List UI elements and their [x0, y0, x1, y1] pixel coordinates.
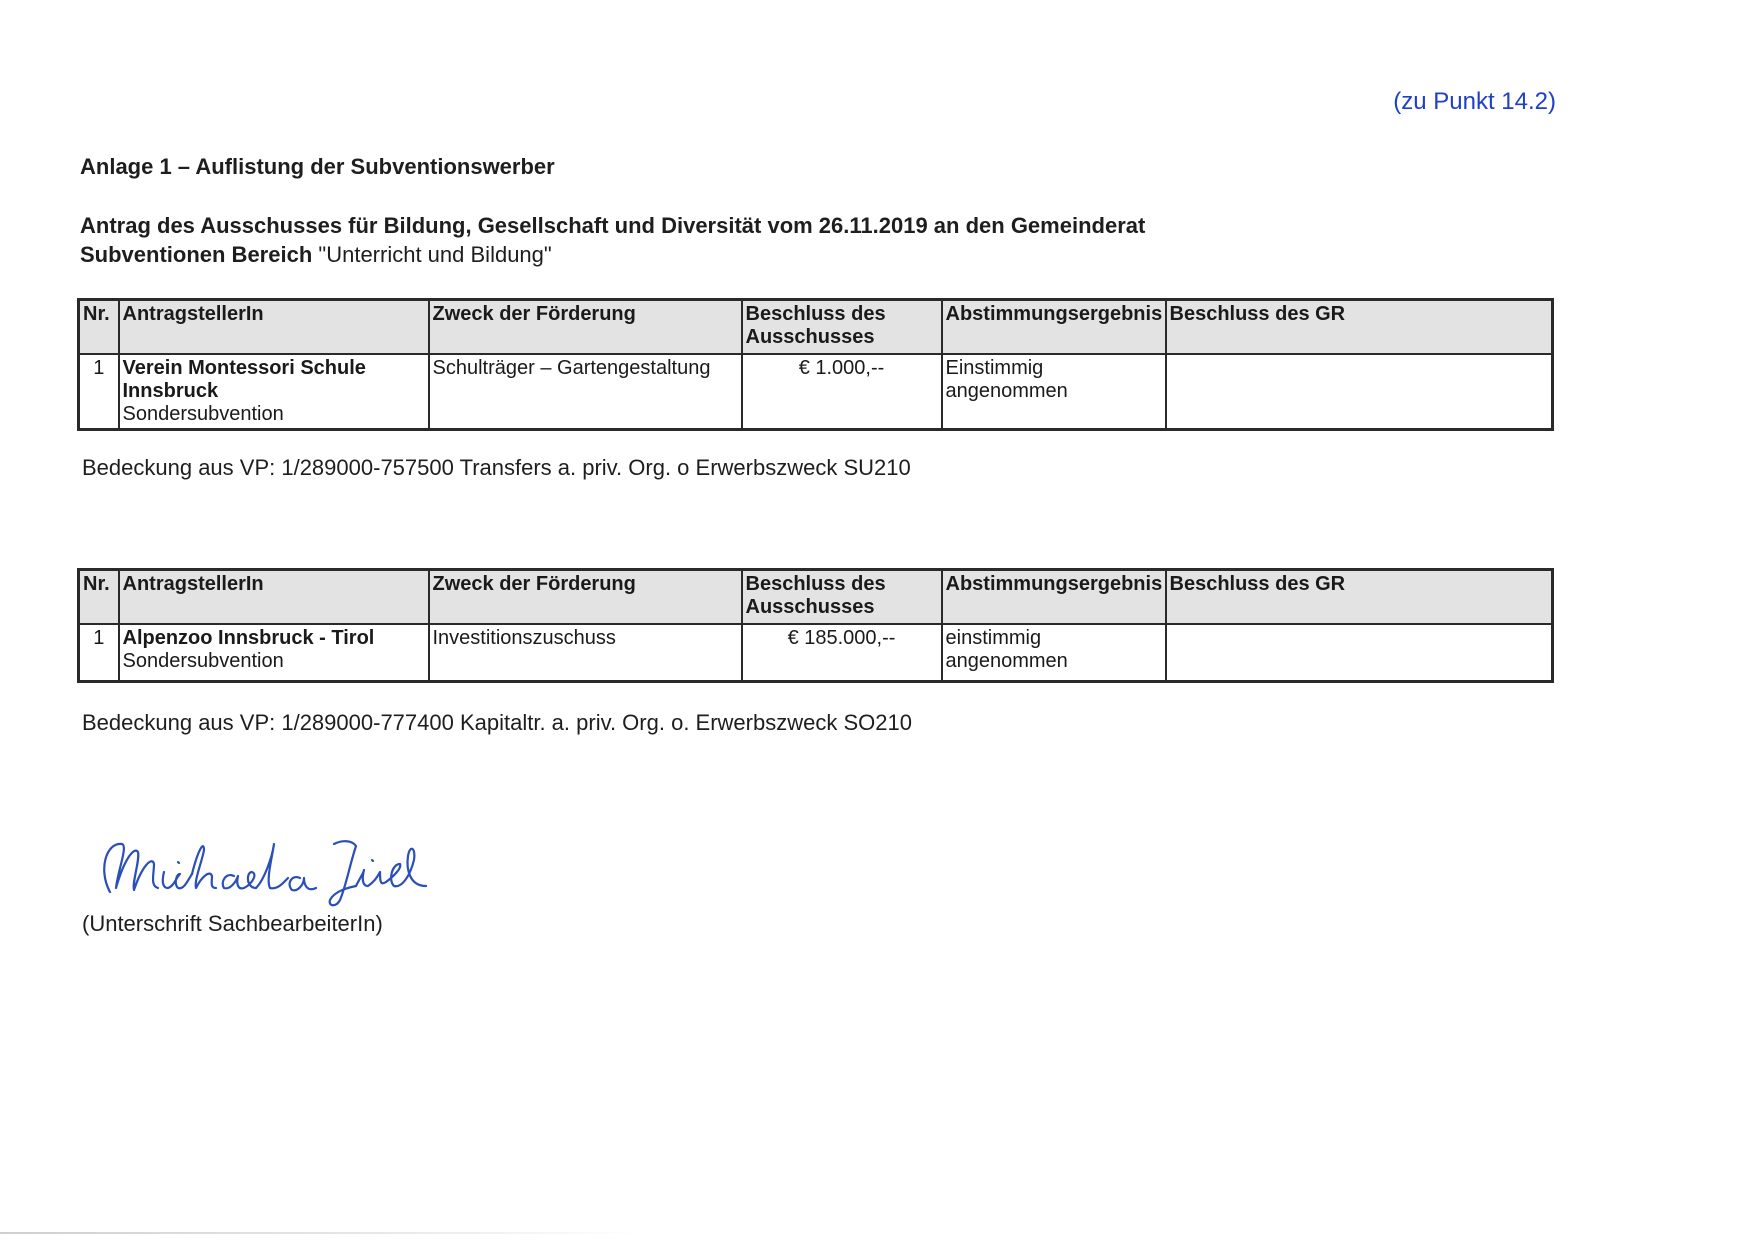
- col-header-purpose: Zweck der Förderung: [429, 570, 742, 624]
- row-nr: 1: [79, 624, 119, 682]
- subsidy-type: Sondersubvention: [122, 649, 284, 672]
- scan-edge-divider: [0, 1232, 640, 1234]
- table-header-row: [79, 300, 1553, 354]
- subsidy-table-1: [77, 298, 1554, 431]
- reference-note: (zu Punkt 14.2): [1393, 88, 1556, 115]
- budget-coverage-1: Bedeckung aus VP: 1/289000-757500 Transfers a. priv. Org. o Erwerbszweck SU210: [82, 455, 911, 480]
- col-header-committee-decision: Beschluss des Ausschusses: [742, 570, 942, 624]
- row-council-decision: [1166, 354, 1553, 430]
- row-purpose: Investitionszuschuss: [429, 624, 742, 682]
- row-council-decision: [1166, 624, 1553, 682]
- attachment-title: Anlage 1 – Auflistung der Subventionswerber: [80, 154, 555, 179]
- signature-caption: (Unterschrift SachbearbeiterIn): [82, 911, 383, 936]
- table-row: [79, 354, 1553, 430]
- row-amount: € 1.000,--: [742, 354, 942, 430]
- col-header-nr: Nr.: [79, 300, 119, 354]
- row-nr: 1: [79, 354, 119, 430]
- row-amount: € 185.000,--: [742, 624, 942, 682]
- handwritten-signature: [88, 830, 428, 910]
- subsidy-type: Sondersubvention: [122, 402, 284, 425]
- subsidy-table-2: [77, 568, 1554, 683]
- subsidy-area-heading: [80, 242, 552, 268]
- subsidy-area-value: "Unterricht und Bildung": [318, 242, 552, 267]
- col-header-vote-result: Abstimmungsergebnis: [942, 570, 1166, 624]
- col-header-vote-result: Abstimmungsergebnis: [942, 300, 1166, 354]
- col-header-nr: Nr.: [79, 570, 119, 624]
- col-header-purpose: Zweck der Förderung: [429, 300, 742, 354]
- row-applicant: [119, 624, 429, 682]
- motion-heading: Antrag des Ausschusses für Bildung, Gesellschaft und Diversität vom 26.11.2019 an den Gemeinderat: [80, 213, 1146, 238]
- col-header-committee-decision: Beschluss des Ausschusses: [742, 300, 942, 354]
- row-applicant: [119, 354, 429, 430]
- col-header-applicant: AntragstellerIn: [119, 570, 429, 624]
- row-vote: Einstimmig angenommen: [942, 354, 1166, 430]
- row-vote: einstimmig angenommen: [942, 624, 1166, 682]
- table-header-row: [79, 570, 1553, 624]
- table-row: [79, 624, 1553, 682]
- applicant-name: Verein Montessori Schule Innsbruck: [122, 356, 366, 402]
- applicant-name: Alpenzoo Innsbruck - Tirol: [122, 626, 375, 649]
- subsidy-area-label: Subventionen Bereich: [80, 242, 313, 267]
- col-header-applicant: AntragstellerIn: [119, 300, 429, 354]
- budget-coverage-2: Bedeckung aus VP: 1/289000-777400 Kapitaltr. a. priv. Org. o. Erwerbszweck SO210: [82, 710, 912, 735]
- row-purpose: Schulträger – Gartengestaltung: [429, 354, 742, 430]
- col-header-council-decision: Beschluss des GR: [1166, 300, 1553, 354]
- col-header-council-decision: Beschluss des GR: [1166, 570, 1553, 624]
